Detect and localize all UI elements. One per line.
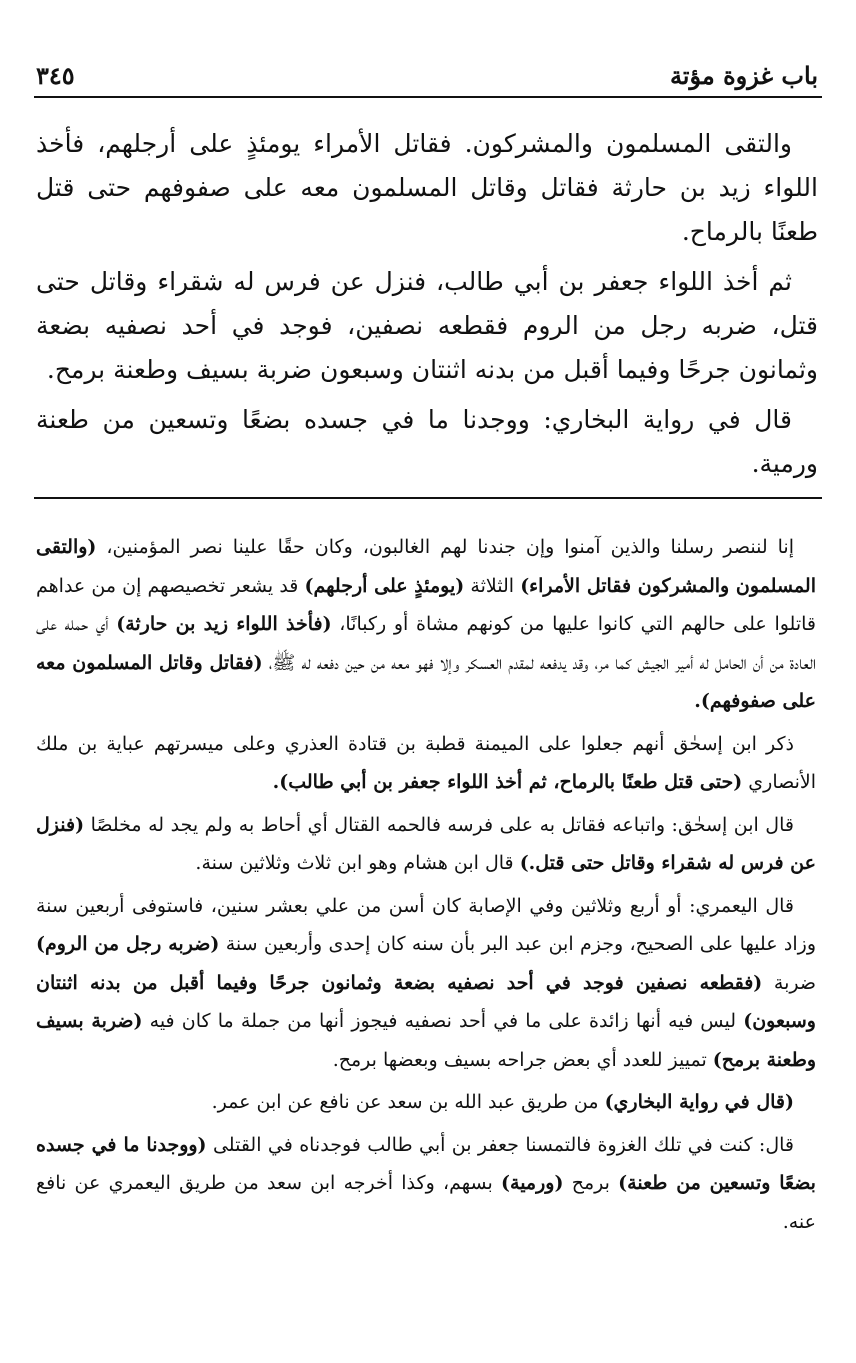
quoted-matn: (يومئذٍ على أرجلهم) <box>304 574 465 597</box>
quoted-matn: (فقاتل وقاتل المسلمون معه على صفوفهم). <box>36 651 816 712</box>
quoted-matn: (فنزل عن فرس له شقراء وقاتل حتى قتل.) <box>36 813 816 874</box>
commentary-paragraph <box>36 887 816 1080</box>
quoted-matn: (فقطعه نصفين فوجد في أحد نصفيه بضعة وثمانون جرحًا وفيما أقبل من بدنه اثنتان وسبعون) <box>36 971 816 1032</box>
commentary-text: إنا لننصر رسلنا والذين آمنوا وإن جندنا لهم الغالبون، وكان حقًا علينا نصر المؤمنين، <box>106 536 794 558</box>
main-paragraph: ثم أخذ اللواء جعفر بن أبي طالب، فنزل عن فرس له شقراء وقاتل حتى قتل، ضربه رجل من الروم فقطعه نصفين، فوجد في أحد نصفيه بضعة وثمانون جرحًا وفيما أقبل من بدنه اثنتان وسبعون ضربة بسيف وطعنة برمح. <box>36 267 818 384</box>
commentary-text: قال اليعمري: أو أربع وثلاثين وفي الإصابة كان أسن من علي بعشر سنين، فاستوفى أربعين سنة وزاد عليها على الصحيح، وجزم ابن عبد البر بأن سنه كان إحدى وأربعين سنة <box>36 894 816 955</box>
commentary-text: قد يشعر تخصيصهم إن من عداهم قاتلوا على حالهم التي كانوا عليها من كونهم مشاة أو ركبانًا، <box>36 574 816 635</box>
commentary-text: قال ابن هشام وهو ابن ثلاث وثلاثين سنة. <box>195 852 514 874</box>
commentary-paragraph <box>36 528 816 721</box>
commentary-paragraph <box>36 806 816 883</box>
commentary-text: من طريق عبد الله بن سعد عن نافع عن ابن عمر. <box>211 1091 599 1113</box>
header-rule <box>34 96 822 98</box>
quoted-matn: (ضربة بسيف وطعنة برمح) <box>36 1010 816 1071</box>
commentary-text: ليس فيه أنها زائدة على ما في أحد نصفيه فيجوز أنها من جملة ما كان فيه <box>149 1010 737 1032</box>
commentary-text: قال ابن إسحٰق: واتباعه فقاتل به على فرسه فالحمه القتال أي أحاط به ولم يجد له مخلصًا <box>90 813 794 836</box>
commentary-separator <box>34 497 822 499</box>
quoted-matn: (ووجدنا ما في جسده بضعًا وتسعين من طعنة) <box>36 1133 816 1194</box>
running-header <box>36 50 818 90</box>
page-number: ٣٤٥ <box>36 61 75 90</box>
main-paragraph: والتقى المسلمون والمشركون. فقاتل الأمراء يومئذٍ على أرجلهم، فأخذ اللواء زيد بن حارثة فقاتل وقاتل المسلمون معه على صفوفهم حتى قتل طعنًا بالرماح. <box>36 129 818 246</box>
quoted-matn: (والتقى المسلمون والمشركون فقاتل الأمراء) <box>36 536 816 597</box>
commentary-text: أي حمله على العادة من أن الحامل له أمير الجيش كما مر، وقد يدفعه لمقدم العسكر وإلا فهو معه من حين دفعه له ﷺ، <box>36 613 817 674</box>
commentary-text: ضربة <box>773 971 816 994</box>
quoted-matn: (قال في رواية البخاري) <box>604 1091 794 1113</box>
commentary-text: بسهم، وكذا أخرجه ابن سعد من طريق اليعمري عن نافع عنه. <box>36 1172 816 1233</box>
quoted-matn: (فأخذ اللواء زيد بن حارثة) <box>116 613 332 635</box>
commentary-text: قال: كنت في تلك الغزوة فالتمسنا جعفر بن أبي طالب فوجدناه في القتلى <box>212 1133 794 1156</box>
commentary-paragraph <box>36 725 816 802</box>
quoted-matn: (ورمية) <box>501 1172 564 1194</box>
commentary-paragraph <box>36 1083 816 1122</box>
main-paragraph: قال في رواية البخاري: ووجدنا ما في جسده بضعًا وتسعين من طعنة ورمية. <box>36 405 818 478</box>
commentary <box>36 528 816 1245</box>
commentary-text: ذكر ابن إسحٰق أنهم جعلوا على الميمنة قطبة بن قتادة العذري وعلى ميسرتهم عباية بن ملك الأنصاري <box>36 732 816 793</box>
quoted-matn: (حتى قتل طعنًا بالرماح، ثم أخذ اللواء جعفر بن أبي طالب). <box>272 771 743 793</box>
commentary-text: الثلاثة <box>470 574 515 597</box>
commentary-text: برمح <box>571 1172 610 1194</box>
commentary-paragraph <box>36 1126 816 1242</box>
quoted-matn: (ضربه رجل من الروم) <box>36 933 220 955</box>
chapter-title: باب غزوة مؤتة <box>669 61 818 90</box>
commentary-text: تمييز للعدد أي بعض جراحه بسيف وبعضها برمح. <box>332 1048 707 1071</box>
main-text <box>36 122 818 492</box>
